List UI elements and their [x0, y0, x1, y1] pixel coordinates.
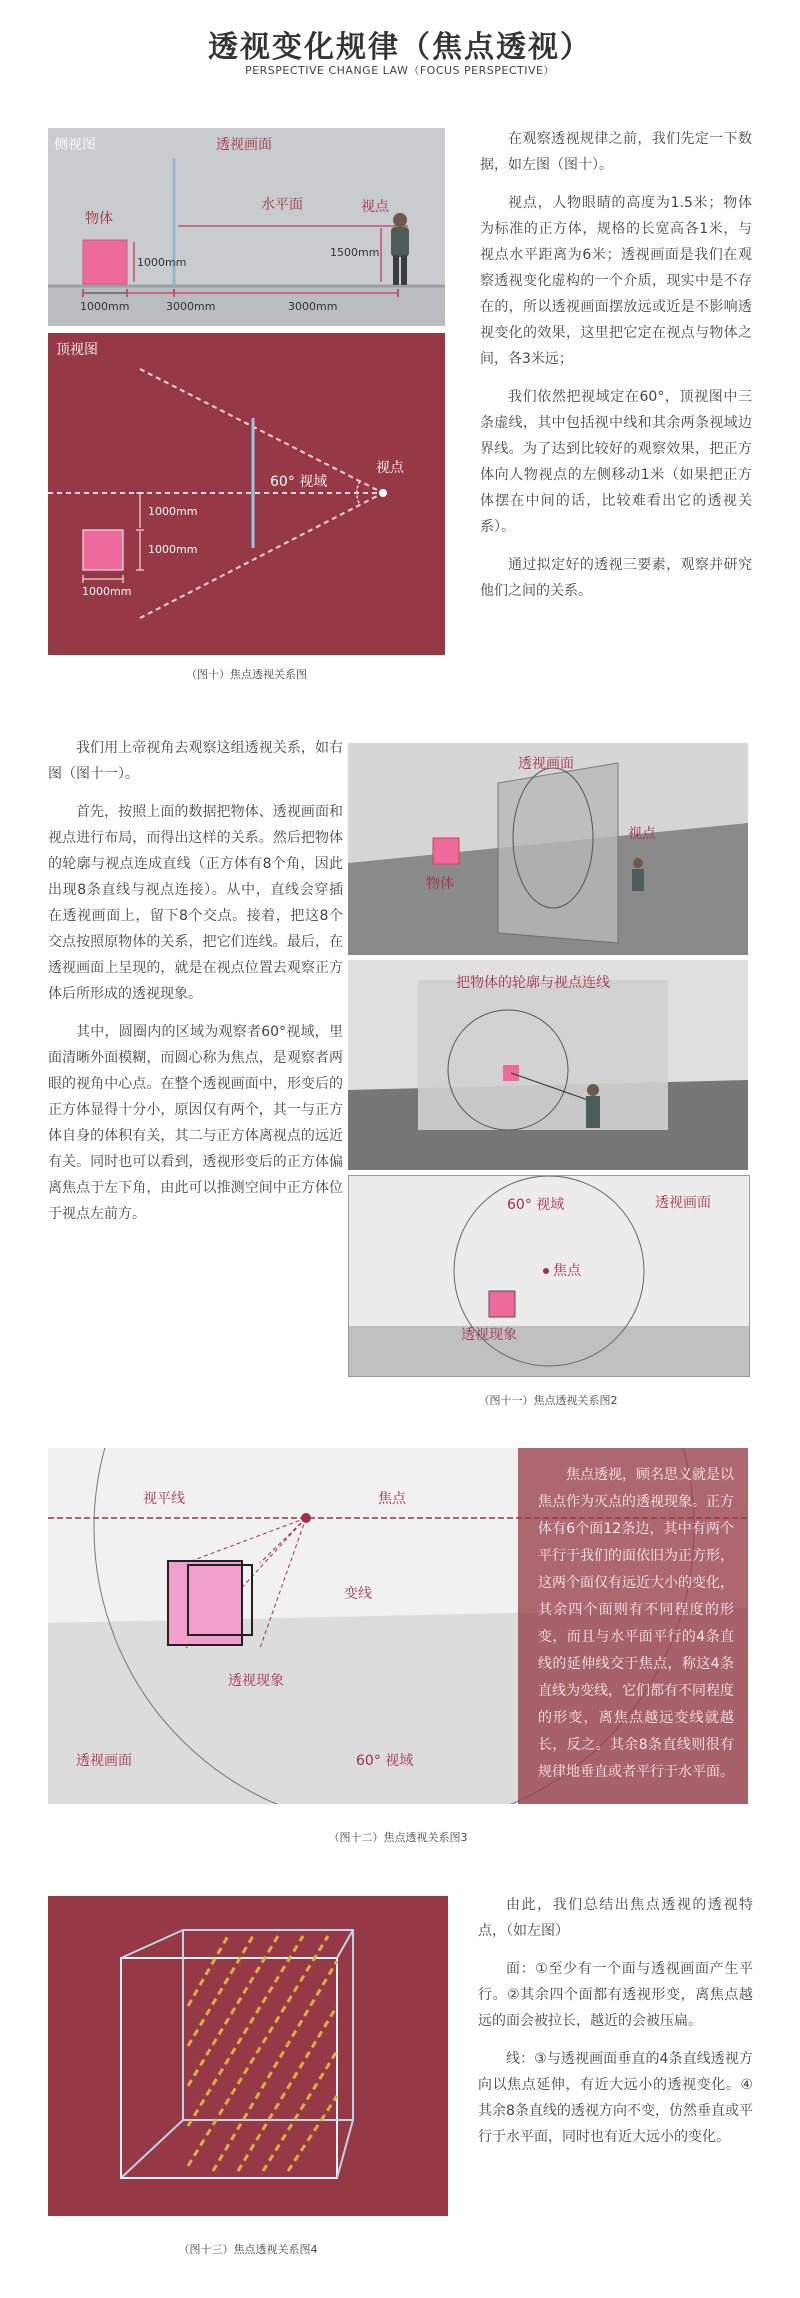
section2-text	[48, 735, 343, 1239]
section2-paragraph-2: 首先，按照上面的数据把物体、透视画面和视点进行布局，而得出这样的关系。然后把物体的轮廓与视点连成直线（正方体有8个角，因此出现8条直线与视点连接）。从中，直线会穿插在透视画面上，留下8个交点。接着，把这8个交点按照原物体的关系，把它们连线。最后，在透视画面上呈现的，就是在视点位置去观察正方体后所形成的透视现象。	[48, 804, 343, 1002]
fig12-horizon-label: 视平线	[143, 1491, 185, 1507]
side-horizon-label: 水平面	[261, 197, 303, 213]
section1-paragraph-3: 我们依然把视域定在60°，顶视图中三条虚线，其中包括视中线和其余两条视域边界线。为了达到比较好的观察效果，把正方体向人物视点的左侧移动1米（如果把正方体摆在中间的话，比较难看出它的透视关系）。	[480, 389, 752, 535]
figure-10-caption: （图十）焦点透视关系图	[186, 668, 307, 681]
side-dim-gap1: 3000mm	[166, 300, 216, 313]
fig11-3-picture-plane: 透视画面	[655, 1195, 711, 1211]
top-dim-c: 1000mm	[82, 585, 132, 598]
fig12-focus-label: 焦点	[378, 1491, 406, 1507]
fig11-3-phenomenon: 透视现象	[461, 1327, 517, 1343]
figure-11-caption: （图十一）焦点透视关系图2	[478, 1394, 618, 1407]
fig12-panel	[48, 1448, 748, 1804]
figure-13-caption: （图十三）焦点透视关系图4	[178, 2243, 318, 2256]
top-view-panel	[48, 333, 445, 655]
side-dim-height: 1000mm	[137, 256, 187, 269]
top-fov-label: 60° 视域	[270, 474, 328, 490]
fig11-2-title: 把物体的轮廓与视点连线	[456, 975, 610, 991]
side-dim-width: 1000mm	[80, 300, 130, 313]
side-viewpoint-label: 视点	[361, 199, 389, 215]
side-view-panel	[48, 128, 445, 326]
fig11-image-3	[348, 1175, 750, 1377]
fig12-fov-label: 60° 视域	[356, 1753, 414, 1769]
section4-paragraph-3: 线：③与透视画面垂直的4条直线透视方向以焦点延伸，有近大远小的透视变化。④其余8条直线的透视方向不变，仿然垂直或平行于水平面，同时也有近大远小的变化。	[478, 2051, 753, 2145]
page-title: 透视变化规律（焦点透视）	[208, 30, 592, 65]
section1-paragraph-4: 通过拟定好的透视三要素，观察并研究他们之间的关系。	[480, 557, 752, 599]
top-dim-a: 1000mm	[148, 505, 198, 518]
figure-12-caption: （图十二）焦点透视关系图3	[328, 1831, 468, 1844]
fig12-phenomenon-label: 透视现象	[228, 1673, 284, 1689]
top-viewpoint-label: 视点	[376, 460, 404, 476]
fig11-3-focus: 焦点	[553, 1263, 581, 1279]
section1-paragraph-2: 视点，人物眼睛的高度为1.5米；物体为标准的正方体，规格的长宽高各1米，与视点水平距离为6米；透视画面是我们在观察透视变化虚构的一个介质，现实中是不存在的，所以透视画面摆放远或近是不影响透视变化的效果，这里把它定在视点与物体之间，各3米远；	[480, 195, 752, 367]
side-picture-plane-label: 透视画面	[216, 137, 272, 153]
section4-paragraph-2: 面：①至少有一个面与透视画面产生平行。②其余四个面都有透视形变，离焦点越远的面会被拉长，越近的会被压扁。	[478, 1961, 753, 2029]
page-subtitle: PERSPECTIVE CHANGE LAW（FOCUS PERSPECTIVE）	[245, 64, 555, 77]
section2-paragraph-1: 我们用上帝视角去观察这组透视关系，如右图（图十一）。	[48, 740, 343, 782]
side-dim-eye: 1500mm	[330, 246, 380, 259]
section1-paragraph-1: 在观察透视规律之前，我们先定一下数据，如左图（图十）。	[480, 131, 752, 173]
fig11-image-2	[348, 960, 748, 1170]
fig11-image-1-scene	[348, 743, 748, 955]
fig12-picture-plane-label: 透视画面	[76, 1753, 132, 1769]
side-object-label: 物体	[85, 211, 113, 227]
side-dim-gap2: 3000mm	[288, 300, 338, 313]
fig13-panel	[48, 1896, 448, 2216]
fig13-cube	[48, 1896, 448, 2216]
fig12-overlay-text: 焦点透视，顾名思义就是以焦点作为灭点的透视现象。正方体有6个面12条边，其中有两个平行于我们的面依旧为正方形，这两个面仅有远近大小的变化，其余四个面则有不同程度的形变，而且与水平面平行的4条直线的延伸线交于焦点，称这4条直线为变线，它们都有不同程度的形变，离焦点越远变线就越长，反之。其余8条直线则很有规律地垂直或者平行于水平面。	[538, 1467, 734, 1780]
section1-text	[480, 126, 752, 616]
section2-paragraph-3: 其中，圆圈内的区域为观察者60°视域，里面清晰外面模糊，而圆心称为焦点，是观察者两眼的视角中心点。在整个透视画面中，形变后的正方体显得十分小，原因仅有两个，其一与正方体自身的体积有关，其二与正方体离视点的远近有关。同时也可以看到，透视形变后的正方体偏离焦点于左下角，由此可以推测空间中正方体位于视点左前方。	[48, 1024, 343, 1222]
fig11-3-fov: 60° 视域	[507, 1197, 565, 1213]
top-view-title: 顶视图	[56, 342, 98, 358]
fig11-1-picture-plane: 透视画面	[518, 756, 574, 772]
top-dim-b: 1000mm	[148, 543, 198, 556]
top-view-diagram	[48, 333, 445, 655]
section4-paragraph-1: 由此，我们总结出焦点透视的透视特点，（如左图）	[478, 1897, 753, 1939]
fig11-1-viewpoint: 视点	[628, 826, 656, 842]
fig11-1-object: 物体	[426, 876, 454, 892]
fig11-image-1	[348, 743, 748, 955]
side-view-title: 侧视图	[54, 137, 96, 153]
section4-text	[478, 1892, 753, 2162]
fig12-change-line-label: 变线	[344, 1586, 372, 1602]
